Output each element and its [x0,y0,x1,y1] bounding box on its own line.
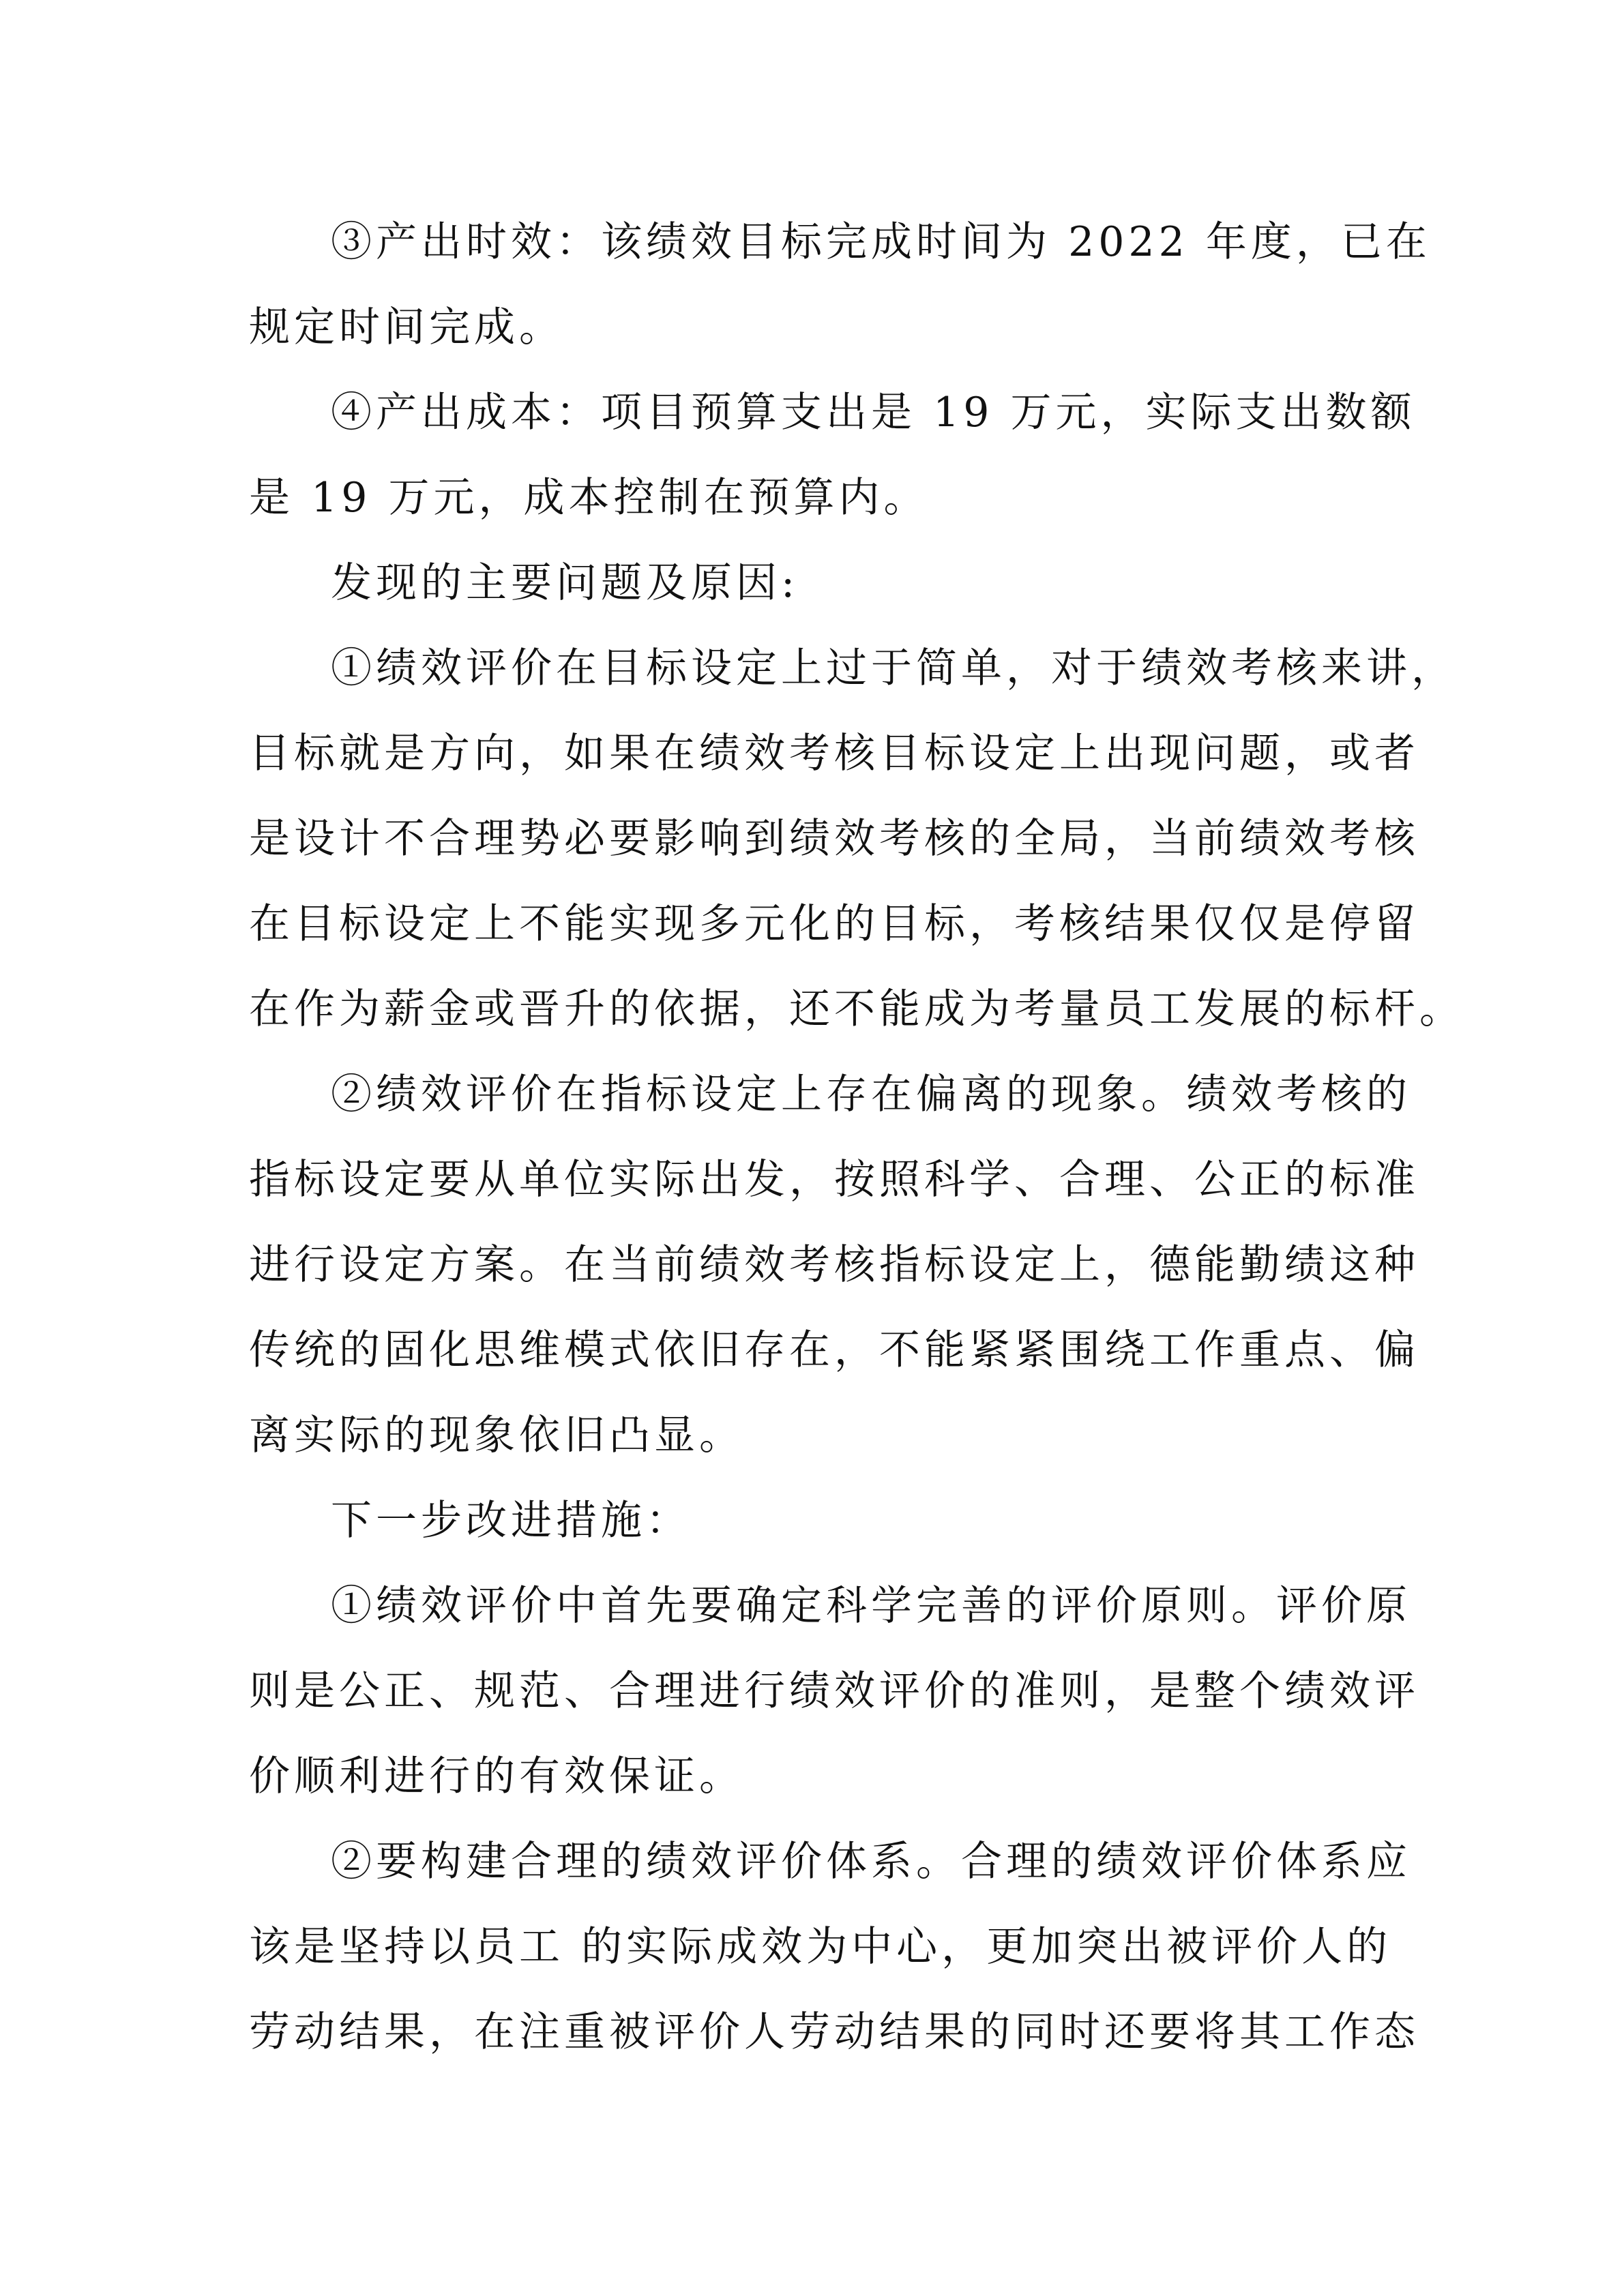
paragraph-line: ④产出成本：项目预算支出是 19 万元，实际支出数额 [331,389,1416,436]
paragraph-line: ②绩效评价在指标设定上存在偏离的现象。绩效考核的 [331,1071,1411,1118]
paragraph-line: 指标设定要从单位实际出发，按照科学、合理、公正的标准 [249,1156,1419,1204]
paragraph-line: 在目标设定上不能实现多元化的目标，考核结果仅仅是停留 [249,900,1419,948]
paragraph-line: 是 19 万元，成本控制在预算内。 [249,474,929,522]
paragraph-line: ③产出时效：该绩效目标完成时间为 2022 年度，已在 [331,218,1431,266]
paragraph-line: 则是公正、规范、合理进行绩效评价的准则，是整个绩效评 [249,1667,1419,1715]
paragraph-line: 传统的固化思维模式依旧存在，不能紧紧围绕工作重点、偏 [249,1326,1419,1374]
paragraph-line: ②要构建合理的绩效评价体系。合理的绩效评价体系应 [331,1838,1411,1885]
paragraph-line: 离实际的现象依旧凸显。 [249,1412,744,1459]
paragraph-line: 劳动结果，在注重被评价人劳动结果的同时还要将其工作态 [249,2008,1419,2056]
paragraph-line: 规定时间完成。 [249,303,564,351]
paragraph-line: 目标就是方向，如果在绩效考核目标设定上出现问题，或者 [249,730,1419,777]
paragraph-line: 该是坚持以员工 的实际成效为中心，更加突出被评价人的 [249,1923,1392,1971]
paragraph-line: ①绩效评价在目标设定上过于简单，对于绩效考核来讲， [331,644,1456,692]
paragraph-line: ①绩效评价中首先要确定科学完善的评价原则。评价原 [331,1582,1411,1630]
paragraph-line: 是设计不合理势必要影响到绩效考核的全局，当前绩效考核 [249,815,1419,863]
section-heading: 发现的主要问题及原因: [331,559,799,607]
paragraph-line: 进行设定方案。在当前绩效考核指标设定上，德能勤绩这种 [249,1241,1419,1289]
paragraph-line: 在作为薪金或晋升的依据，还不能成为考量员工发展的标杆。 [249,985,1464,1033]
paragraph-line: 价顺利进行的有效保证。 [249,1753,744,1800]
section-heading: 下一步改进措施： [331,1497,691,1545]
